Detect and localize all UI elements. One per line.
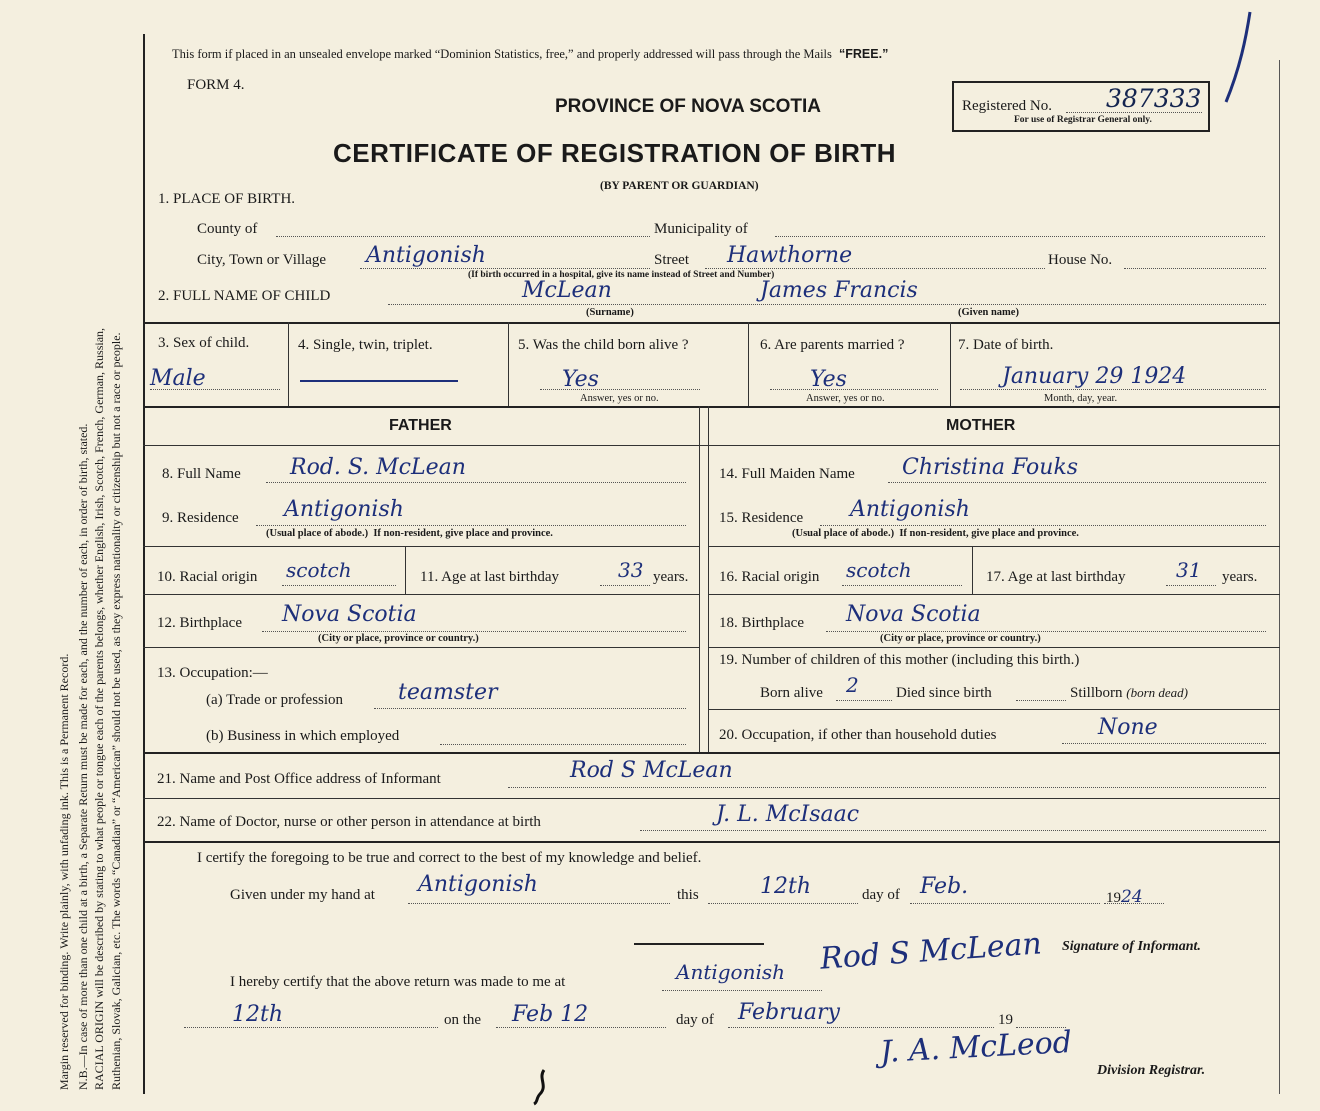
page-title: CERTIFICATE OF REGISTRATION OF BIRTH (333, 138, 897, 168)
registrar-on-date-line (184, 1027, 438, 1028)
house-line (1124, 268, 1266, 269)
city-label: City, Town or Village (197, 252, 327, 268)
rule-father-race (143, 594, 699, 595)
city-value: Antigonish (366, 243, 486, 268)
day-of-value: Feb. (920, 874, 969, 899)
doctor-value: J. L. McIsaac (716, 802, 860, 827)
rule-parents-heads (143, 445, 1280, 446)
multiple-label: 4. Single, twin, triplet. (298, 337, 433, 353)
div-4-5 (508, 322, 509, 406)
div-5-6 (748, 322, 749, 406)
div-3-4 (288, 322, 289, 406)
mother-heading: MOTHER (946, 417, 1016, 434)
father-age-value: 33 (618, 558, 644, 582)
rule-informant-top (143, 752, 1280, 754)
day-of-line (910, 903, 1100, 904)
rule-parents-top (143, 406, 1280, 408)
given-label: Given under my hand at (230, 887, 375, 903)
child-name-line (388, 304, 1266, 305)
alive-caption: Answer, yes or no. (580, 393, 659, 404)
father-years: years. (653, 569, 689, 585)
doctor-label: 22. Name of Doctor, nurse or other person in attendance at birth (157, 814, 541, 830)
father-bp-caption: (City or place, province or country.) (318, 633, 479, 644)
certify-text: I certify the foregoing to be true and correct to the best of my knowledge and belief. (197, 850, 702, 866)
rule-doctor-bottom (143, 841, 1280, 843)
municipality-line (775, 236, 1265, 237)
house-label: House No. (1048, 252, 1113, 268)
registrar-signature: J. A. McLeod (879, 1025, 1073, 1070)
side-note-line4: Ruthenian, Slovak, Galician, etc. The words “Canadian” or “American” should not be used, as they express nationality or citizenship but not a race or people. (108, 332, 123, 1090)
year-prefix: 1924 (1106, 887, 1143, 907)
rule-informant-bottom (143, 798, 1280, 799)
father-abode-note: (Usual place of abode.) If non-resident, give place and province. (266, 528, 553, 539)
mother-residence-label: 15. Residence (719, 510, 804, 526)
doctor-line (640, 830, 1266, 831)
child-surname: McLean (522, 278, 612, 303)
parents-divider-a (699, 406, 700, 752)
rule-mother-bp (708, 647, 1280, 648)
street-value: Hawthorne (727, 243, 853, 268)
street-line (705, 268, 1045, 269)
father-birthplace-line (262, 631, 686, 632)
father-age-label: 11. Age at last birthday (420, 569, 559, 585)
born-alive-label: Born alive (760, 685, 823, 701)
ink-mark (528, 1068, 554, 1106)
mother-years: years. (1222, 569, 1258, 585)
side-notes (56, 328, 124, 1090)
alive-line (540, 389, 700, 390)
registered-label: Registered No. (962, 98, 1052, 114)
father-race-divider (405, 546, 406, 594)
mother-bp-caption: (City or place, province or country.) (880, 633, 1041, 644)
father-residence-line (256, 525, 686, 526)
given-place-line (408, 903, 670, 904)
place-heading: 1. PLACE OF BIRTH. (158, 191, 296, 207)
form-number: FORM 4. (187, 77, 245, 93)
mother-age-line (1166, 585, 1216, 586)
day-of-label-2: day of (676, 1012, 714, 1028)
father-race-label: 10. Racial origin (157, 569, 258, 585)
div-6-7 (950, 322, 951, 406)
rule-mother-children (708, 709, 1280, 710)
father-name-value: Rod. S. McLean (290, 455, 466, 480)
day-of-label: day of (862, 887, 900, 903)
mother-occupation-value: None (1098, 715, 1158, 740)
registrar-use-note: For use of Registrar General only. (1014, 115, 1152, 125)
on-the-value: Feb 12 (512, 1002, 589, 1027)
sex-label: 3. Sex of child. (158, 335, 250, 351)
mother-name-label: 14. Full Maiden Name (719, 466, 855, 482)
rule-father-res (143, 546, 699, 547)
registrar-month: February (738, 1000, 840, 1025)
rule-mother-race (708, 594, 1280, 595)
father-heading: FATHER (389, 417, 452, 434)
left-border (143, 34, 145, 1094)
registrar-place-line (662, 990, 822, 991)
sex-line (150, 389, 280, 390)
year-prefix-2: 19 (998, 1012, 1013, 1028)
mother-residence-value: Antigonish (850, 497, 970, 522)
county-label: County of (197, 221, 258, 237)
dob-line (960, 389, 1266, 390)
child-name-label: 2. FULL NAME OF CHILD (158, 288, 331, 304)
mother-race-value: scotch (846, 558, 912, 582)
father-residence-value: Antigonish (284, 497, 404, 522)
mother-age-label: 17. Age at last birthday (986, 569, 1126, 585)
mother-residence-line (820, 525, 1266, 526)
mother-birthplace-line (826, 631, 1266, 632)
right-border (1279, 60, 1280, 1094)
mother-occupation-line (1062, 743, 1266, 744)
registrar-month-line (728, 1027, 994, 1028)
mother-name-line (888, 482, 1266, 483)
surname-caption: (Surname) (586, 307, 634, 318)
informant-value: Rod S McLean (570, 758, 733, 783)
city-line (360, 268, 650, 269)
given-caption: (Given name) (958, 307, 1019, 318)
page-subtitle: (BY PARENT OR GUARDIAN) (600, 180, 759, 192)
father-birthplace-label: 12. Birthplace (157, 615, 242, 631)
mother-children-label: 19. Number of children of this mother (including this birth.) (719, 652, 1080, 668)
registrar-on-date: 12th (232, 1002, 284, 1027)
father-name-label: 8. Full Name (162, 466, 241, 482)
mother-birthplace-value: Nova Scotia (846, 602, 981, 627)
province-heading: PROVINCE OF NOVA SCOTIA (555, 96, 822, 117)
married-value: Yes (810, 367, 847, 392)
mail-note: This form if placed in an unsealed envelope marked “Dominion Statistics, free,” and properly addressed will pass through the Mails “FREE.” (172, 47, 889, 61)
county-line (276, 236, 650, 237)
informant-signature-caption: Signature of Informant. (1062, 939, 1201, 954)
sex-value: Male (150, 366, 206, 391)
dob-caption: Month, day, year. (1044, 393, 1118, 404)
born-alive-line (836, 700, 892, 701)
parents-divider-b (708, 406, 709, 752)
registered-dots (1066, 112, 1202, 113)
registered-box (952, 81, 1210, 132)
father-business-line (440, 744, 686, 745)
father-trade-value: teamster (398, 680, 498, 705)
informant-line (508, 787, 1266, 788)
this-value: 12th (760, 874, 812, 899)
year-line (1104, 903, 1164, 904)
father-trade-line (374, 708, 686, 709)
dob-label: 7. Date of birth. (958, 337, 1054, 353)
born-alive-value: 2 (846, 673, 859, 697)
father-race-value: scotch (286, 558, 352, 582)
married-caption: Answer, yes or no. (806, 393, 885, 404)
check-mark (1220, 8, 1260, 108)
side-note-line2: N.B.—In case of more than one child at a birth, a Separate Return must be made for each, and the number of each, in order of birth, stated. (75, 423, 90, 1090)
rule-father-bp (143, 647, 699, 648)
informant-label: 21. Name and Post Office address of Informant (157, 771, 441, 787)
rule-mother-res (708, 546, 1280, 547)
father-name-line (266, 482, 686, 483)
stillborn-label: Stillborn (born dead) (1070, 685, 1189, 701)
married-line (770, 389, 938, 390)
alive-label: 5. Was the child born alive ? (518, 337, 689, 353)
mother-race-label: 16. Racial origin (719, 569, 820, 585)
multiple-dash (300, 380, 458, 382)
married-label: 6. Are parents married ? (760, 337, 905, 353)
street-label: Street (654, 252, 689, 268)
alive-value: Yes (562, 367, 599, 392)
mother-race-line (842, 585, 962, 586)
registrar-certify: I hereby certify that the above return was made to me at (230, 974, 566, 990)
municipality-label: Municipality of (654, 221, 748, 237)
registered-value: 387333 (1106, 84, 1202, 113)
died-line (1016, 700, 1066, 701)
father-trade-label: (a) Trade or profession (206, 692, 344, 708)
father-birthplace-value: Nova Scotia (282, 602, 417, 627)
mother-name-value: Christina Fouks (902, 455, 1079, 480)
child-given-name: James Francis (760, 278, 918, 303)
on-the-line (496, 1027, 666, 1028)
side-note-line3: RACIAL ORIGIN will be described by stating to what people or tongue each of the parents belongs, whether English, Irish, Scotch, French, German, Russian, (92, 327, 106, 1090)
rule-row3-top (143, 322, 1280, 324)
mother-occupation-label: 20. Occupation, if other than household duties (719, 727, 997, 743)
mother-abode-note: (Usual place of abode.) If non-resident, give place and province. (792, 528, 1079, 539)
mother-race-divider (972, 546, 973, 594)
given-place: Antigonish (418, 872, 538, 897)
father-race-line (282, 585, 396, 586)
on-the-label: on the (444, 1012, 482, 1028)
father-business-label: (b) Business in which employed (206, 728, 400, 744)
hospital-note: (If birth occurred in a hospital, give its name instead of Street and Number) (468, 270, 775, 280)
informant-signature: Rod S McLean (819, 926, 1043, 977)
father-age-line (600, 585, 650, 586)
this-label: this (677, 887, 699, 903)
dob-value: January 29 1924 (1002, 364, 1187, 389)
father-occupation-label: 13. Occupation:— (157, 665, 268, 681)
died-label: Died since birth (896, 685, 992, 701)
registrar-place: Antigonish (676, 960, 786, 984)
this-line (708, 903, 858, 904)
registrar-signature-caption: Division Registrar. (1097, 1063, 1206, 1078)
side-note-line1: Margin reserved for binding. Write plainly, with unfading ink. This is a Permanent Record. (57, 653, 71, 1090)
informant-signature-rule (634, 943, 764, 945)
mother-birthplace-label: 18. Birthplace (719, 615, 804, 631)
father-residence-label: 9. Residence (162, 510, 239, 526)
mother-age-value: 31 (1176, 558, 1202, 582)
